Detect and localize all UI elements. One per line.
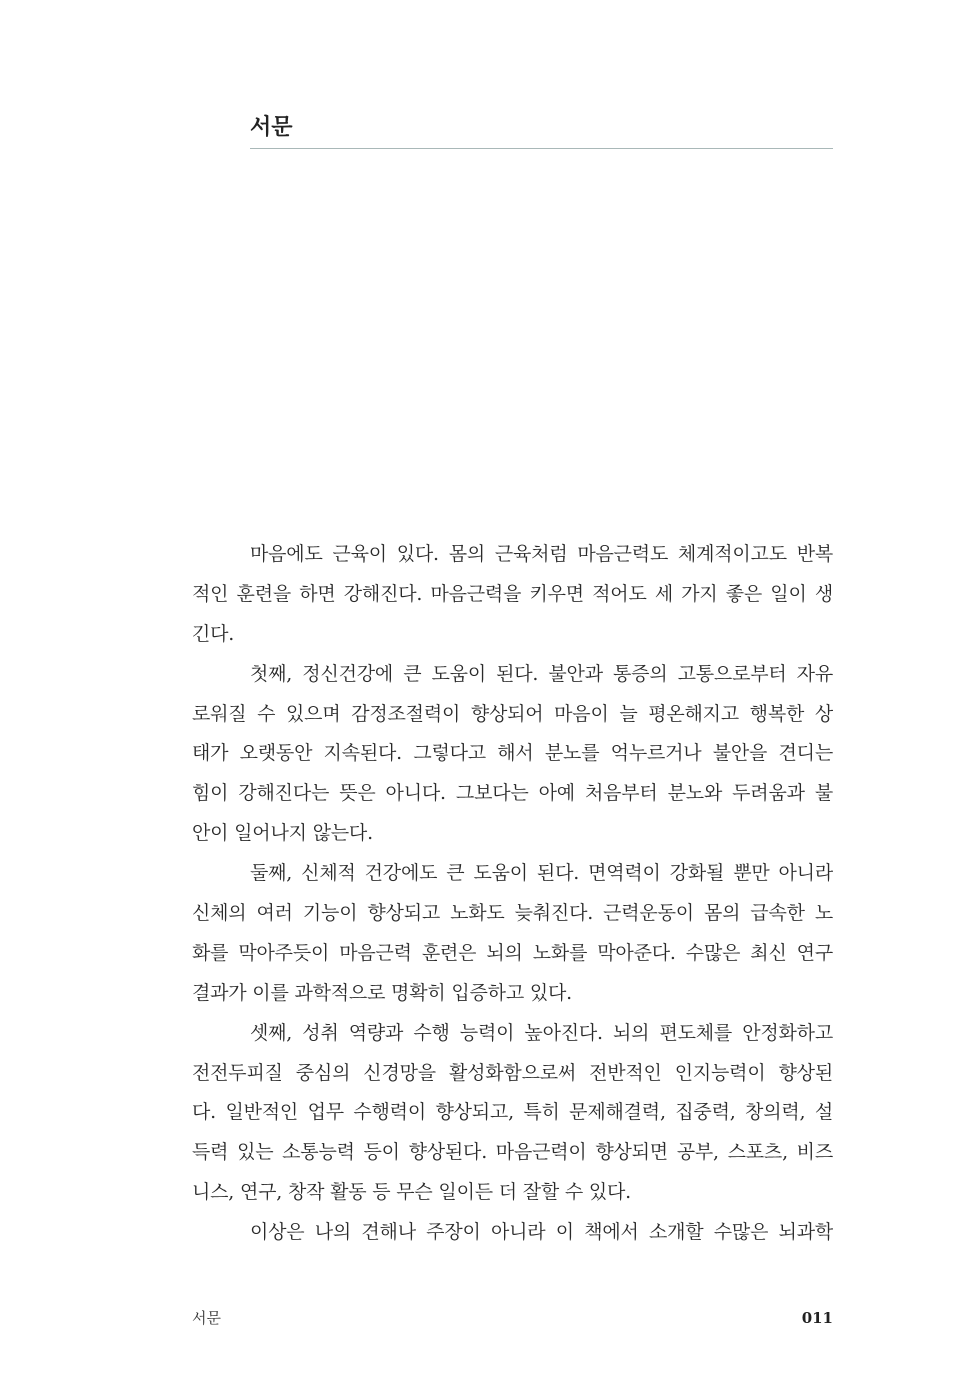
running-footer-section: 서문 <box>192 1309 221 1327</box>
text-line: 전전두피질 중심의 신경망을 활성화함으로써 전반적인 인지능력이 향상된 <box>192 1061 833 1084</box>
paragraph <box>192 655 833 854</box>
text-line: 둘째, 신체적 건강에도 큰 도움이 된다. 면역력이 강화될 뿐만 아니라 <box>250 862 833 885</box>
text-line: 셋째, 성취 역량과 수행 능력이 높아진다. 뇌의 편도체를 안정화하고 <box>250 1021 833 1044</box>
title-divider <box>250 148 833 149</box>
text-line: 화를 막아주듯이 마음근력 훈련은 뇌의 노화를 막아준다. 수많은 최신 연구 <box>192 941 833 964</box>
text-line: 이상은 나의 견해나 주장이 아니라 이 책에서 소개할 수많은 뇌과학 <box>250 1221 833 1244</box>
text-line: 니스, 연구, 창작 활동 등 무슨 일이든 더 잘할 수 있다. <box>192 1181 631 1204</box>
text-line: 긴다. <box>192 622 235 645</box>
paragraph <box>192 535 833 655</box>
text-line: 로워질 수 있으며 감정조절력이 향상되어 마음이 늘 평온해지고 행복한 상 <box>192 702 833 725</box>
text-line: 첫째, 정신건강에 큰 도움이 된다. 불안과 통증의 고통으로부터 자유 <box>250 662 833 685</box>
text-line: 힘이 강해진다는 뜻은 아니다. 그보다는 아예 처음부터 분노와 두려움과 불 <box>192 782 833 805</box>
body-text <box>192 535 833 1253</box>
paragraph <box>192 1213 833 1253</box>
text-line: 마음에도 근육이 있다. 몸의 근육처럼 마음근력도 체계적이고도 반복 <box>250 543 833 565</box>
text-line: 결과가 이를 과학적으로 명확히 입증하고 있다. <box>192 981 572 1004</box>
page-title: 서문 <box>250 114 293 140</box>
text-line: 안이 일어나지 않는다. <box>192 822 373 845</box>
text-line: 태가 오랫동안 지속된다. 그렇다고 해서 분노를 억누르거나 불안을 견디는 <box>192 742 833 765</box>
text-line: 득력 있는 소통능력 등이 향상된다. 마음근력이 향상되면 공부, 스포츠, 비즈 <box>192 1141 833 1164</box>
text-line: 적인 훈련을 하면 강해진다. 마음근력을 키우면 적어도 세 가지 좋은 일이 생 <box>192 582 833 605</box>
paragraph <box>192 854 833 1014</box>
page-number: 011 <box>801 1309 833 1327</box>
text-line: 신체의 여러 기능이 향상되고 노화도 늦춰진다. 근력운동이 몸의 급속한 노 <box>192 902 833 925</box>
paragraph <box>192 1014 833 1213</box>
text-line: 다. 일반적인 업무 수행력이 향상되고, 특히 문제해결력, 집중력, 창의력, 설 <box>192 1101 833 1124</box>
